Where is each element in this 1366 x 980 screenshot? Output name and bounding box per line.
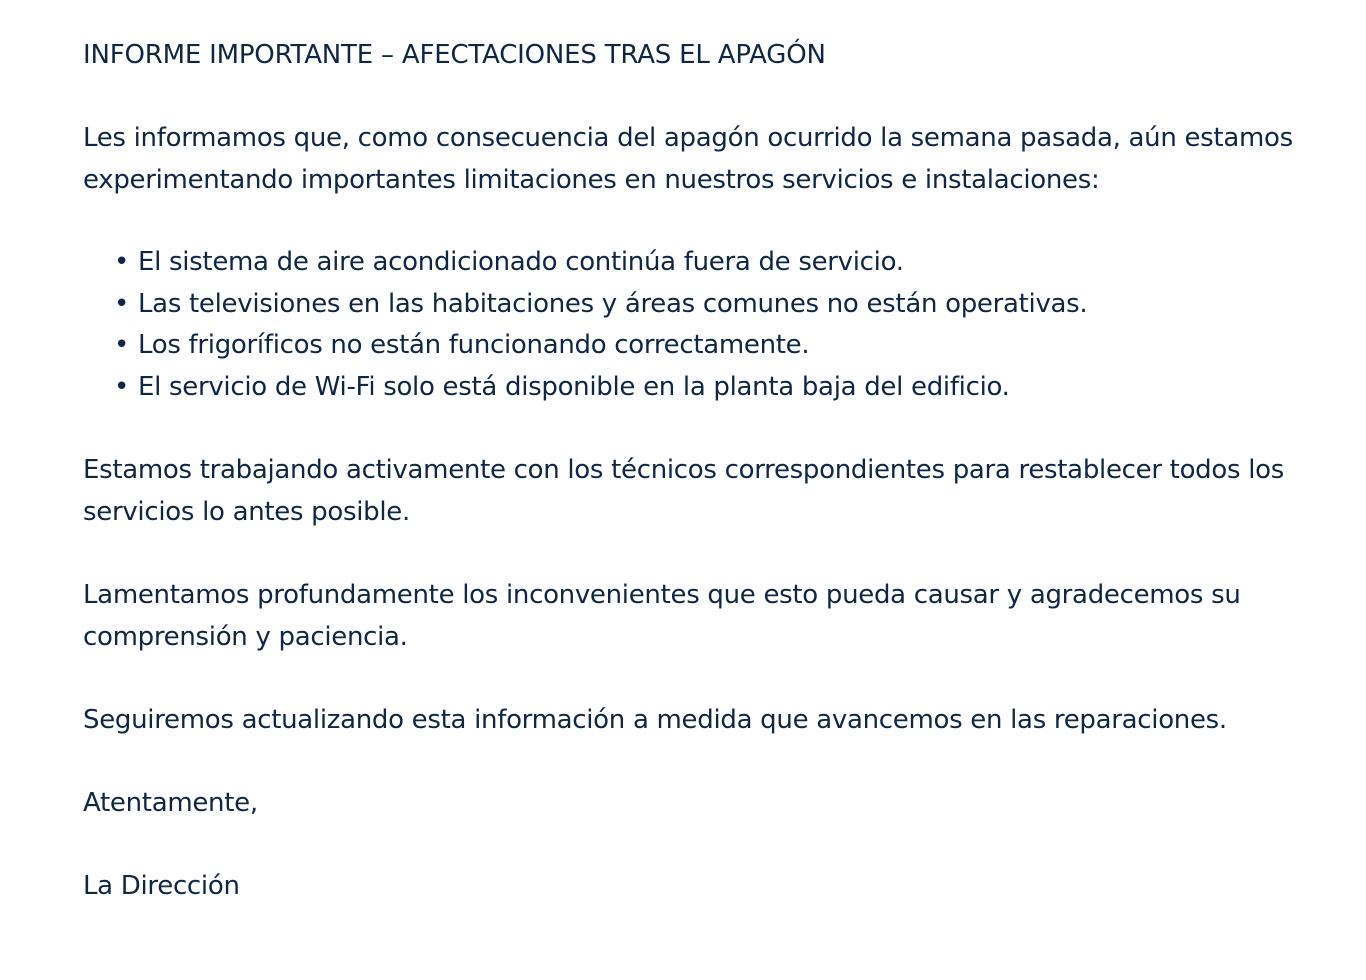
notice-title: INFORME IMPORTANTE – AFECTACIONES TRAS EL APAGÓN <box>83 40 826 70</box>
signature: La Dirección <box>83 871 240 901</box>
affected-services-list <box>83 242 1333 408</box>
notice-document <box>83 34 1333 907</box>
list-item: • El sistema de aire acondicionado continúa fuera de servicio. <box>138 242 1333 284</box>
updates-paragraph: Seguiremos actualizando esta información a medida que avancemos en las reparaciones. <box>83 705 1227 735</box>
list-item: • Los frigoríficos no están funcionando correctamente. <box>138 325 1333 367</box>
list-item: • El servicio de Wi-Fi solo está disponible en la planta baja del edificio. <box>138 367 1333 409</box>
apology-paragraph: Lamentamos profundamente los inconvenientes que esto pueda causar y agradecemos su comprensión y paciencia. <box>83 580 1241 652</box>
list-item: • Las televisiones en las habitaciones y áreas comunes no están operativas. <box>138 284 1333 326</box>
closing-salutation: Atentamente, <box>83 788 258 818</box>
intro-paragraph: Les informamos que, como consecuencia del apagón ocurrido la semana pasada, aún estamos experimentando importantes limitaciones en nuestros servicios e instalaciones: <box>83 123 1293 195</box>
working-paragraph: Estamos trabajando activamente con los técnicos correspondientes para restablecer todos los servicios lo antes posible. <box>83 455 1284 527</box>
